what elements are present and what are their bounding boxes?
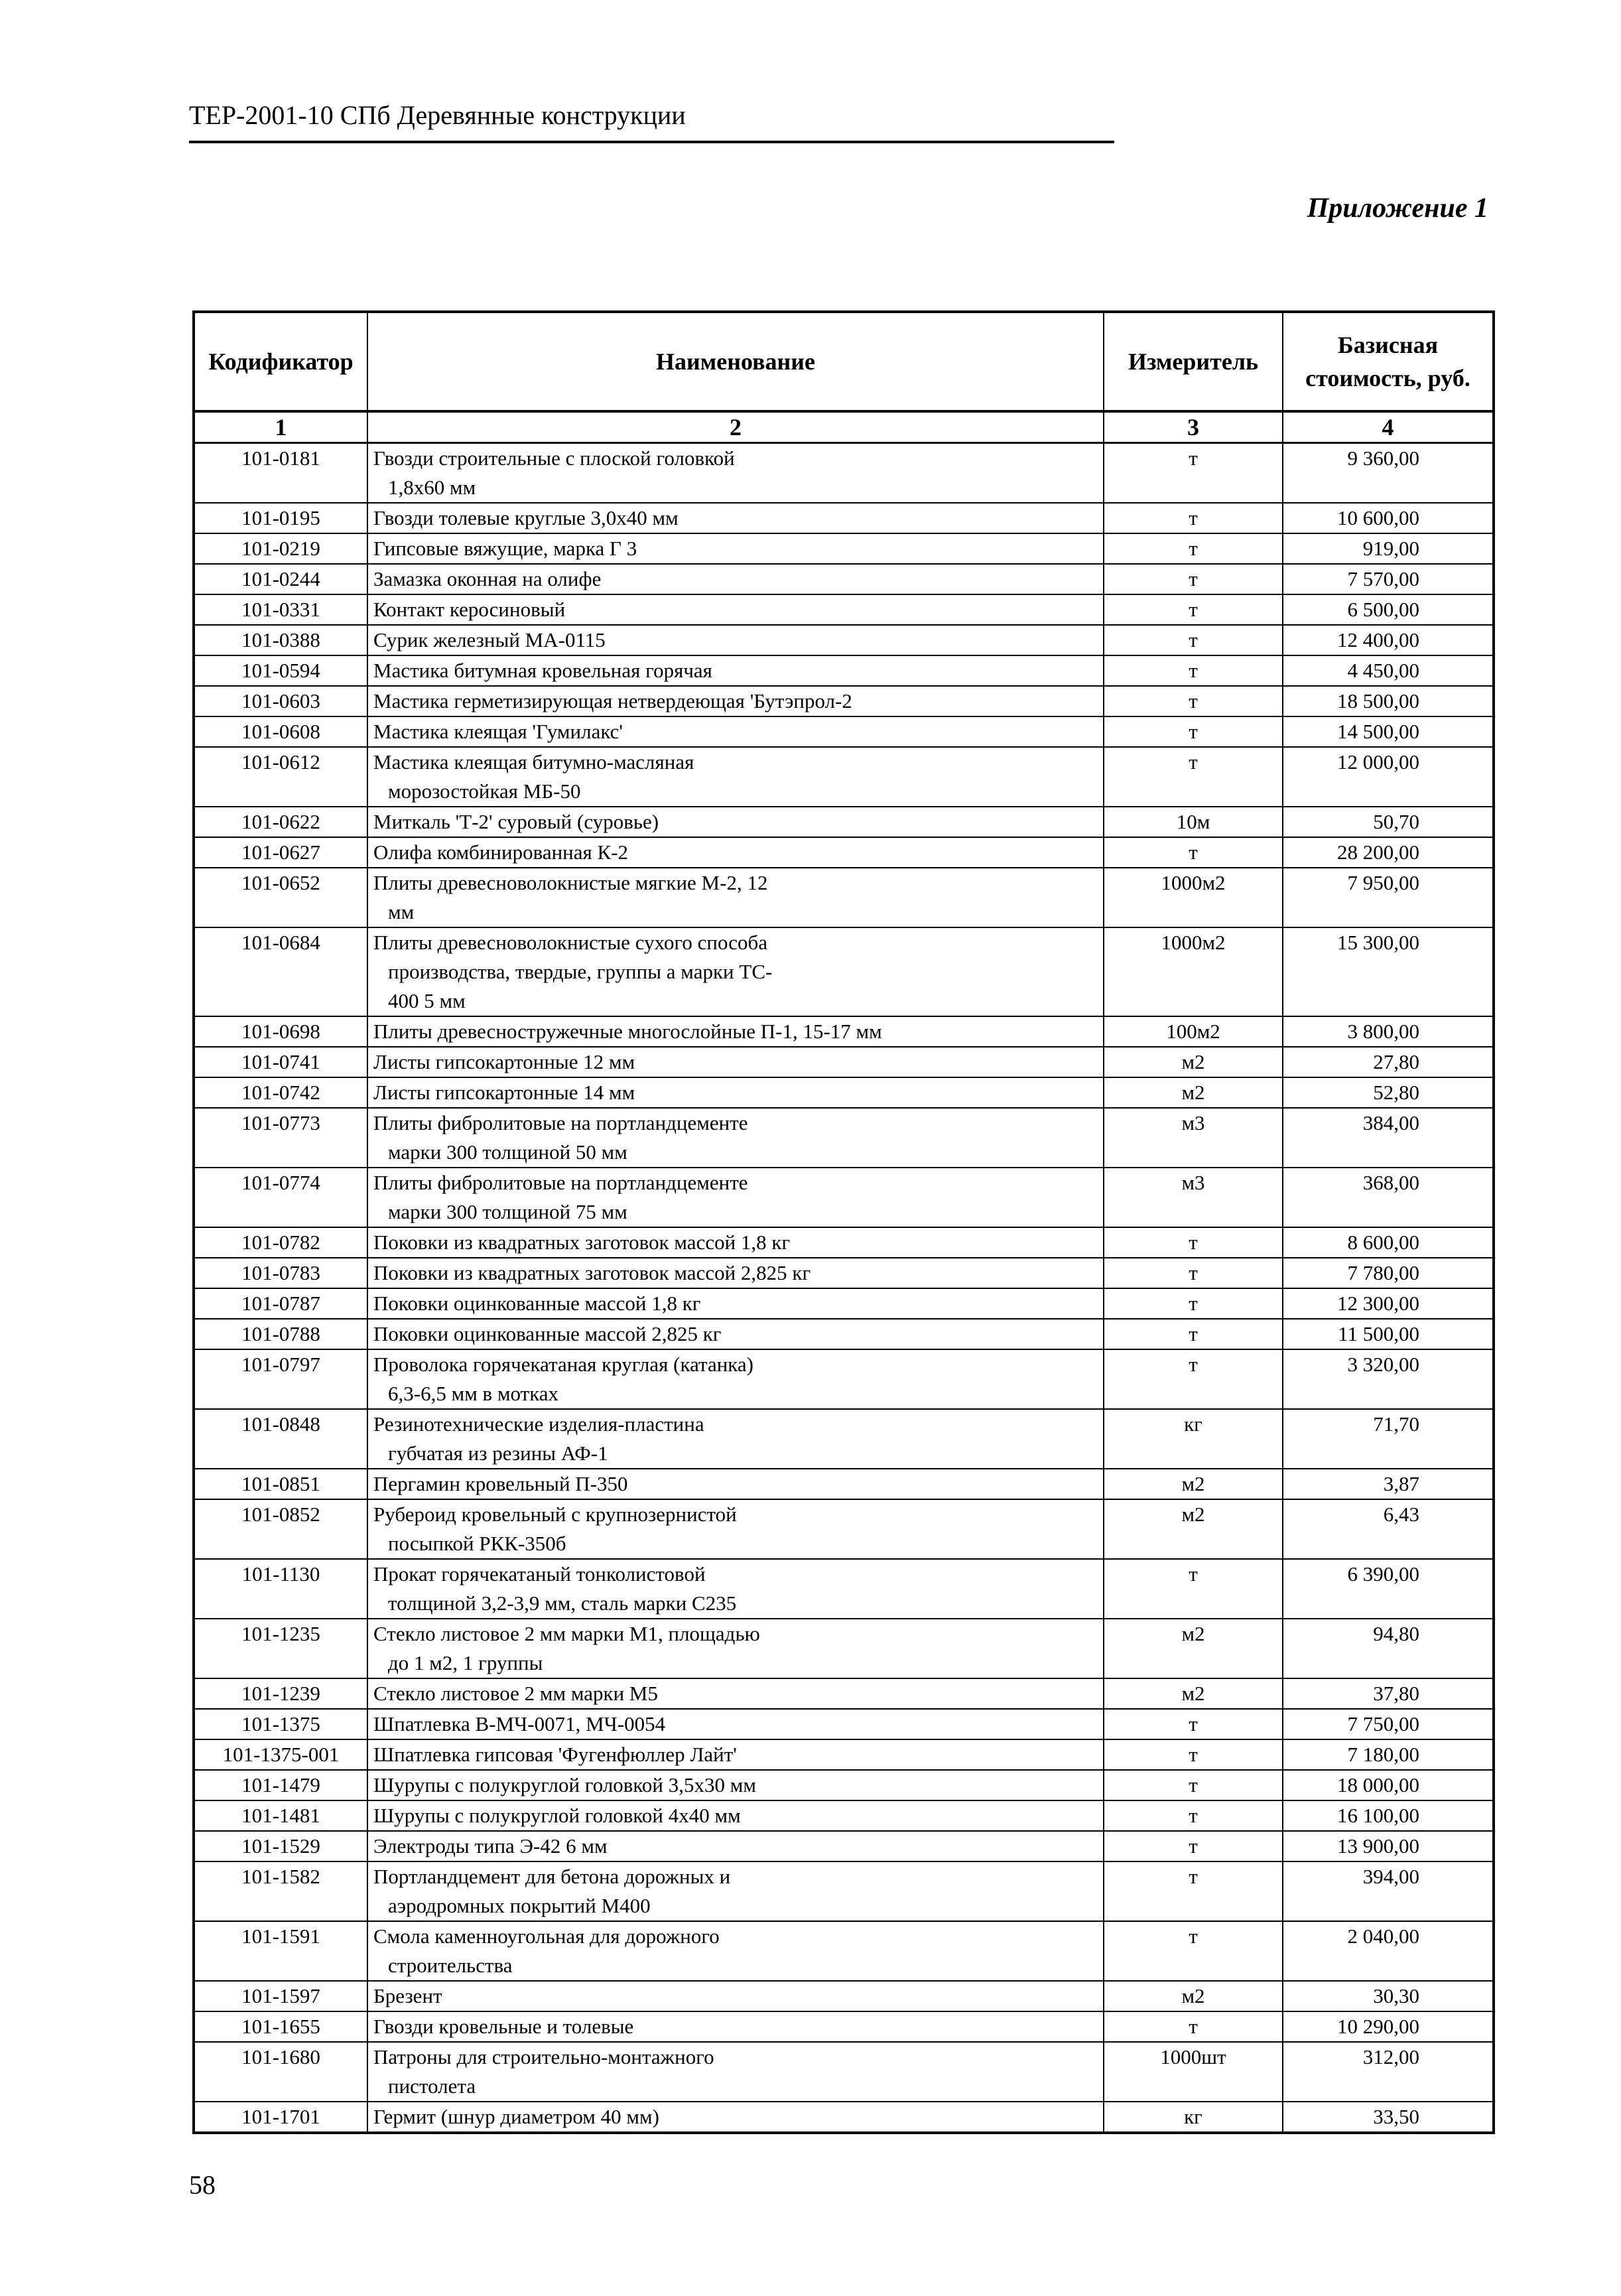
cell-code: 101-0684	[194, 927, 367, 1016]
cell-name-line: Прокат горячекатаный тонколистовой	[373, 1562, 706, 1586]
cell-price: 6 500,00	[1283, 594, 1494, 625]
cell-unit: м3	[1104, 1168, 1283, 1227]
cell-code: 101-0742	[194, 1077, 367, 1108]
table-row	[194, 1319, 1494, 1349]
cell-code: 101-0244	[194, 564, 367, 594]
cell-unit: т	[1104, 1319, 1283, 1349]
cell-code: 101-1529	[194, 1831, 367, 1861]
cell-unit: т	[1104, 1227, 1283, 1258]
cell-price: 384,00	[1283, 1108, 1494, 1168]
cell-name-line: 400 5 мм	[388, 989, 466, 1012]
cell-name-line: Плиты фибролитовые на портландцементе	[373, 1171, 748, 1194]
cell-name-line: Замазка оконная на олифе	[373, 567, 602, 590]
cell-unit: кг	[1104, 2102, 1283, 2133]
cell-code: 101-0848	[194, 1409, 367, 1469]
cell-code: 101-1680	[194, 2042, 367, 2102]
cell-unit: т	[1104, 1921, 1283, 1981]
cell-name-line: 6,3-6,5 мм в мотках	[388, 1382, 559, 1405]
cell-name	[367, 655, 1104, 686]
table-row	[194, 1168, 1494, 1227]
cell-unit: т	[1104, 1258, 1283, 1288]
cell-code: 101-0388	[194, 625, 367, 655]
cell-unit: т	[1104, 594, 1283, 625]
table-row	[194, 1739, 1494, 1770]
cell-code: 101-0219	[194, 533, 367, 564]
table-row	[194, 1800, 1494, 1831]
cell-price: 7 750,00	[1283, 1709, 1494, 1739]
cell-name-line: Брезент	[373, 1984, 442, 2007]
cell-unit: т	[1104, 1800, 1283, 1831]
cell-price: 10 600,00	[1283, 503, 1494, 533]
cell-unit: кг	[1104, 1409, 1283, 1469]
cell-name	[367, 1469, 1104, 1499]
cell-unit: т	[1104, 1831, 1283, 1861]
table-row	[194, 655, 1494, 686]
table-body	[194, 443, 1494, 2133]
cell-price: 7 180,00	[1283, 1739, 1494, 1770]
cell-code: 101-0741	[194, 1047, 367, 1077]
table-row	[194, 1981, 1494, 2011]
cell-code: 101-0788	[194, 1319, 367, 1349]
cell-code: 101-1479	[194, 1770, 367, 1800]
cell-name-line: Шпатлевка В-МЧ-0071, МЧ-0054	[373, 1712, 666, 1735]
cell-code: 101-0612	[194, 747, 367, 807]
table-row	[194, 807, 1494, 837]
table-row	[194, 716, 1494, 747]
cell-price: 3 320,00	[1283, 1349, 1494, 1409]
cell-code: 101-1130	[194, 1559, 367, 1619]
table-row	[194, 503, 1494, 533]
cell-price: 15 300,00	[1283, 927, 1494, 1016]
cell-name-line: Стекло листовое 2 мм марки М5	[373, 1682, 658, 1705]
column-number: 2	[367, 411, 1104, 443]
cell-name-line: Шурупы с полукруглой головкой 3,5х30 мм	[373, 1773, 756, 1796]
cell-name	[367, 1108, 1104, 1168]
cell-name	[367, 1619, 1104, 1678]
cell-price: 7 950,00	[1283, 868, 1494, 927]
appendix-label: Приложение 1	[1307, 193, 1488, 224]
table-row	[194, 1709, 1494, 1739]
cell-name-line: 1,8х60 мм	[388, 476, 476, 499]
cell-name	[367, 1077, 1104, 1108]
cell-code: 101-0797	[194, 1349, 367, 1409]
cell-name-line: толщиной 3,2-3,9 мм, сталь марки С235	[388, 1591, 737, 1615]
cell-price: 3,87	[1283, 1469, 1494, 1499]
table-row	[194, 443, 1494, 504]
cell-unit: т	[1104, 2011, 1283, 2042]
cell-unit: т	[1104, 443, 1283, 504]
header-code: Кодификатор	[194, 312, 367, 411]
cell-code: 101-0331	[194, 594, 367, 625]
cell-price: 52,80	[1283, 1077, 1494, 1108]
cell-name-line: Листы гипсокартонные 12 мм	[373, 1050, 635, 1073]
cell-name-line: Шурупы с полукруглой головкой 4х40 мм	[373, 1804, 741, 1827]
table-row	[194, 1409, 1494, 1469]
cell-price: 71,70	[1283, 1409, 1494, 1469]
cell-code: 101-0594	[194, 655, 367, 686]
cell-name	[367, 2042, 1104, 2102]
cell-code: 101-1375	[194, 1709, 367, 1739]
cell-price: 18 000,00	[1283, 1770, 1494, 1800]
table-row	[194, 1288, 1494, 1319]
cell-unit: м2	[1104, 1619, 1283, 1678]
cell-unit: т	[1104, 686, 1283, 716]
cell-name-line: Поковки оцинкованные массой 2,825 кг	[373, 1322, 722, 1345]
cell-code: 101-0773	[194, 1108, 367, 1168]
cell-unit: т	[1104, 747, 1283, 807]
cell-price: 12 400,00	[1283, 625, 1494, 655]
cell-price: 11 500,00	[1283, 1319, 1494, 1349]
table-row	[194, 1831, 1494, 1861]
table-row	[194, 2042, 1494, 2102]
cell-unit: м2	[1104, 1981, 1283, 2011]
cell-name	[367, 1288, 1104, 1319]
cell-name-line: Резинотехнические изделия-пластина	[373, 1412, 704, 1436]
cell-price: 6,43	[1283, 1499, 1494, 1559]
table-row	[194, 564, 1494, 594]
table-row	[194, 927, 1494, 1016]
cell-name	[367, 1047, 1104, 1077]
cell-name-line: Плиты фибролитовые на портландцементе	[373, 1111, 748, 1134]
cell-price: 3 800,00	[1283, 1016, 1494, 1047]
cell-name-line: Гвозди кровельные и толевые	[373, 2015, 634, 2038]
cell-unit: 10м	[1104, 807, 1283, 837]
cell-name	[367, 837, 1104, 868]
table-row	[194, 2102, 1494, 2133]
cell-price: 37,80	[1283, 1678, 1494, 1709]
table-row	[194, 1016, 1494, 1047]
cell-code: 101-0195	[194, 503, 367, 533]
cell-name	[367, 533, 1104, 564]
cell-name-line: губчатая из резины АФ-1	[388, 1442, 608, 1465]
cell-name-line: Патроны для строительно-монтажного	[373, 2045, 714, 2068]
cell-name	[367, 1678, 1104, 1709]
cell-name-line: Миткаль 'Т-2' суровый (суровье)	[373, 810, 659, 833]
cell-name-line: Смола каменноугольная для дорожного	[373, 1925, 720, 1948]
cell-name	[367, 564, 1104, 594]
cell-code: 101-0783	[194, 1258, 367, 1288]
cell-price: 33,50	[1283, 2102, 1494, 2133]
cell-code: 101-1597	[194, 1981, 367, 2011]
cell-price: 7 780,00	[1283, 1258, 1494, 1288]
cell-name	[367, 2011, 1104, 2042]
cell-name	[367, 716, 1104, 747]
cell-unit: т	[1104, 716, 1283, 747]
table-row	[194, 1047, 1494, 1077]
cell-price: 50,70	[1283, 807, 1494, 837]
cell-code: 101-1235	[194, 1619, 367, 1678]
cell-unit: т	[1104, 1288, 1283, 1319]
cell-price: 94,80	[1283, 1619, 1494, 1678]
table-row	[194, 1108, 1494, 1168]
cell-name	[367, 1800, 1104, 1831]
header-unit: Измеритель	[1104, 312, 1283, 411]
cell-unit: т	[1104, 1770, 1283, 1800]
cell-code: 101-0652	[194, 868, 367, 927]
cell-name	[367, 1258, 1104, 1288]
cell-price: 16 100,00	[1283, 1800, 1494, 1831]
cell-unit: 1000шт	[1104, 2042, 1283, 2102]
cell-name	[367, 927, 1104, 1016]
cell-name	[367, 2102, 1104, 2133]
cell-name-line: Контакт керосиновый	[373, 598, 566, 621]
cell-code: 101-1701	[194, 2102, 367, 2133]
table-row	[194, 868, 1494, 927]
cell-name	[367, 1831, 1104, 1861]
table-row	[194, 1678, 1494, 1709]
cell-name-line: Шпатлевка гипсовая 'Фугенфюллер Лайт'	[373, 1743, 737, 1766]
cell-price: 27,80	[1283, 1047, 1494, 1077]
cell-name	[367, 594, 1104, 625]
cell-unit: т	[1104, 837, 1283, 868]
cell-name-line: Гвозди толевые круглые 3,0х40 мм	[373, 506, 679, 529]
cell-price: 10 290,00	[1283, 2011, 1494, 2042]
table-row	[194, 1619, 1494, 1678]
cell-code: 101-1655	[194, 2011, 367, 2042]
price-table	[192, 310, 1495, 2134]
cell-unit: т	[1104, 1709, 1283, 1739]
column-number: 1	[194, 411, 367, 443]
cell-name-line: Гермит (шнур диаметром 40 мм)	[373, 2105, 659, 2128]
cell-name-line: пистолета	[388, 2074, 476, 2098]
cell-code: 101-0787	[194, 1288, 367, 1319]
cell-name	[367, 686, 1104, 716]
table-row	[194, 625, 1494, 655]
table-row	[194, 1349, 1494, 1409]
cell-code: 101-0627	[194, 837, 367, 868]
cell-code: 101-0181	[194, 443, 367, 504]
cell-name	[367, 1499, 1104, 1559]
cell-code: 101-1582	[194, 1861, 367, 1921]
cell-price: 14 500,00	[1283, 716, 1494, 747]
cell-name-line: морозостойкая МБ-50	[388, 779, 581, 803]
table-row	[194, 1227, 1494, 1258]
cell-name-line: Мастика клеящая 'Гумилакс'	[373, 720, 623, 743]
cell-price: 6 390,00	[1283, 1559, 1494, 1619]
cell-price: 394,00	[1283, 1861, 1494, 1921]
cell-price: 2 040,00	[1283, 1921, 1494, 1981]
cell-name	[367, 1709, 1104, 1739]
header-price: Базисная стоимость, руб.	[1283, 312, 1494, 411]
table-row	[194, 533, 1494, 564]
table-header-row	[194, 312, 1494, 411]
cell-name	[367, 1227, 1104, 1258]
cell-name-line: строительства	[388, 1954, 513, 1977]
cell-price: 919,00	[1283, 533, 1494, 564]
cell-name-line: Мастика герметизирующая нетвердеющая 'Бутэпрол-2	[373, 689, 852, 712]
cell-unit: т	[1104, 1349, 1283, 1409]
cell-price: 7 570,00	[1283, 564, 1494, 594]
cell-price: 12 300,00	[1283, 1288, 1494, 1319]
cell-name	[367, 1349, 1104, 1409]
cell-name-line: Мастика клеящая битумно-масляная	[373, 750, 694, 774]
cell-unit: м2	[1104, 1499, 1283, 1559]
table-row	[194, 594, 1494, 625]
cell-name-line: мм	[388, 900, 415, 923]
cell-name-line: аэродромных покрытий М400	[388, 1894, 651, 1917]
cell-price: 8 600,00	[1283, 1227, 1494, 1258]
table-row	[194, 1770, 1494, 1800]
header-name: Наименование	[367, 312, 1104, 411]
cell-name	[367, 807, 1104, 837]
table-row	[194, 1499, 1494, 1559]
cell-price: 28 200,00	[1283, 837, 1494, 868]
cell-unit: м2	[1104, 1077, 1283, 1108]
cell-name	[367, 1861, 1104, 1921]
cell-price: 368,00	[1283, 1168, 1494, 1227]
cell-unit: т	[1104, 503, 1283, 533]
cell-code: 101-0782	[194, 1227, 367, 1258]
table-row	[194, 686, 1494, 716]
cell-price: 30,30	[1283, 1981, 1494, 2011]
cell-unit: м3	[1104, 1108, 1283, 1168]
cell-name-line: Поковки из квадратных заготовок массой 1,8 кг	[373, 1231, 791, 1254]
cell-name-line: Листы гипсокартонные 14 мм	[373, 1081, 635, 1104]
cell-unit: м2	[1104, 1678, 1283, 1709]
cell-name-line: Плиты древесноволокнистые сухого способа	[373, 931, 768, 954]
cell-name-line: Гвозди строительные с плоской головкой	[373, 446, 735, 470]
cell-name	[367, 503, 1104, 533]
cell-code: 101-1239	[194, 1678, 367, 1709]
cell-name-line: Олифа комбинированная К-2	[373, 841, 629, 864]
cell-code: 101-0622	[194, 807, 367, 837]
cell-name-line: Портландцемент для бетона дорожных и	[373, 1865, 731, 1888]
cell-name-line: до 1 м2, 1 группы	[388, 1651, 543, 1674]
cell-name	[367, 1559, 1104, 1619]
cell-unit: т	[1104, 1861, 1283, 1921]
cell-name-line: Сурик железный МА-0115	[373, 628, 606, 651]
column-number-row	[194, 411, 1494, 443]
table-row	[194, 1861, 1494, 1921]
cell-name-line: Поковки из квадратных заготовок массой 2,825 кг	[373, 1261, 811, 1284]
cell-name-line: Поковки оцинкованные массой 1,8 кг	[373, 1292, 701, 1315]
cell-name	[367, 1770, 1104, 1800]
table-row	[194, 747, 1494, 807]
cell-price: 4 450,00	[1283, 655, 1494, 686]
table-row	[194, 1921, 1494, 1981]
cell-code: 101-1375-001	[194, 1739, 367, 1770]
cell-name-line: Гипсовые вяжущие, марка Г 3	[373, 537, 637, 560]
cell-name-line: Стекло листовое 2 мм марки М1, площадью	[373, 1622, 760, 1645]
table-row	[194, 1077, 1494, 1108]
cell-unit: м2	[1104, 1469, 1283, 1499]
cell-name-line: Пергамин кровельный П-350	[373, 1472, 628, 1495]
cell-code: 101-0603	[194, 686, 367, 716]
table-row	[194, 2011, 1494, 2042]
cell-name	[367, 1319, 1104, 1349]
cell-name	[367, 1409, 1104, 1469]
cell-price: 12 000,00	[1283, 747, 1494, 807]
cell-name-line: Электроды типа Э-42 6 мм	[373, 1834, 608, 1857]
cell-unit: 1000м2	[1104, 868, 1283, 927]
cell-unit: 100м2	[1104, 1016, 1283, 1047]
table-row	[194, 1469, 1494, 1499]
header-rule	[189, 141, 1114, 143]
cell-name	[367, 625, 1104, 655]
cell-name-line: Плиты древесноволокнистые мягкие М-2, 12	[373, 871, 768, 894]
cell-name	[367, 1981, 1104, 2011]
cell-code: 101-1481	[194, 1800, 367, 1831]
cell-code: 101-0608	[194, 716, 367, 747]
cell-unit: т	[1104, 625, 1283, 655]
cell-name	[367, 1921, 1104, 1981]
page-number: 58	[189, 2170, 216, 2200]
cell-code: 101-0851	[194, 1469, 367, 1499]
cell-name	[367, 443, 1104, 504]
cell-unit: т	[1104, 1559, 1283, 1619]
cell-code: 101-0698	[194, 1016, 367, 1047]
cell-name	[367, 1016, 1104, 1047]
cell-unit: 1000м2	[1104, 927, 1283, 1016]
cell-name-line: марки 300 толщиной 75 мм	[388, 1200, 627, 1223]
cell-unit: м2	[1104, 1047, 1283, 1077]
cell-price: 312,00	[1283, 2042, 1494, 2102]
cell-code: 101-0852	[194, 1499, 367, 1559]
cell-price: 18 500,00	[1283, 686, 1494, 716]
cell-unit: т	[1104, 1739, 1283, 1770]
cell-name	[367, 1739, 1104, 1770]
cell-name-line: Плиты древесностружечные многослойные П-1, 15-17 мм	[373, 1020, 882, 1043]
cell-name-line: Проволока горячекатаная круглая (катанка)	[373, 1353, 753, 1376]
table-row	[194, 1559, 1494, 1619]
cell-name-line: Мастика битумная кровельная горячая	[373, 659, 712, 682]
cell-code: 101-1591	[194, 1921, 367, 1981]
cell-name-line: производства, твердые, группы а марки ТС-	[388, 960, 773, 983]
column-number: 3	[1104, 411, 1283, 443]
cell-name-line: посыпкой РКК-350б	[388, 1532, 566, 1555]
price-table-wrapper	[192, 310, 1492, 2134]
cell-name	[367, 1168, 1104, 1227]
cell-unit: т	[1104, 533, 1283, 564]
table-row	[194, 1258, 1494, 1288]
column-number: 4	[1283, 411, 1494, 443]
cell-name-line: Рубероид кровельный с крупнозернистой	[373, 1503, 737, 1526]
table-row	[194, 837, 1494, 868]
cell-price: 13 900,00	[1283, 1831, 1494, 1861]
cell-name-line: марки 300 толщиной 50 мм	[388, 1140, 627, 1164]
cell-code: 101-0774	[194, 1168, 367, 1227]
cell-name	[367, 868, 1104, 927]
document-title: ТЕР-2001-10 СПб Деревянные конструкции	[189, 100, 686, 130]
cell-unit: т	[1104, 655, 1283, 686]
cell-price: 9 360,00	[1283, 443, 1494, 504]
cell-unit: т	[1104, 564, 1283, 594]
cell-name	[367, 747, 1104, 807]
